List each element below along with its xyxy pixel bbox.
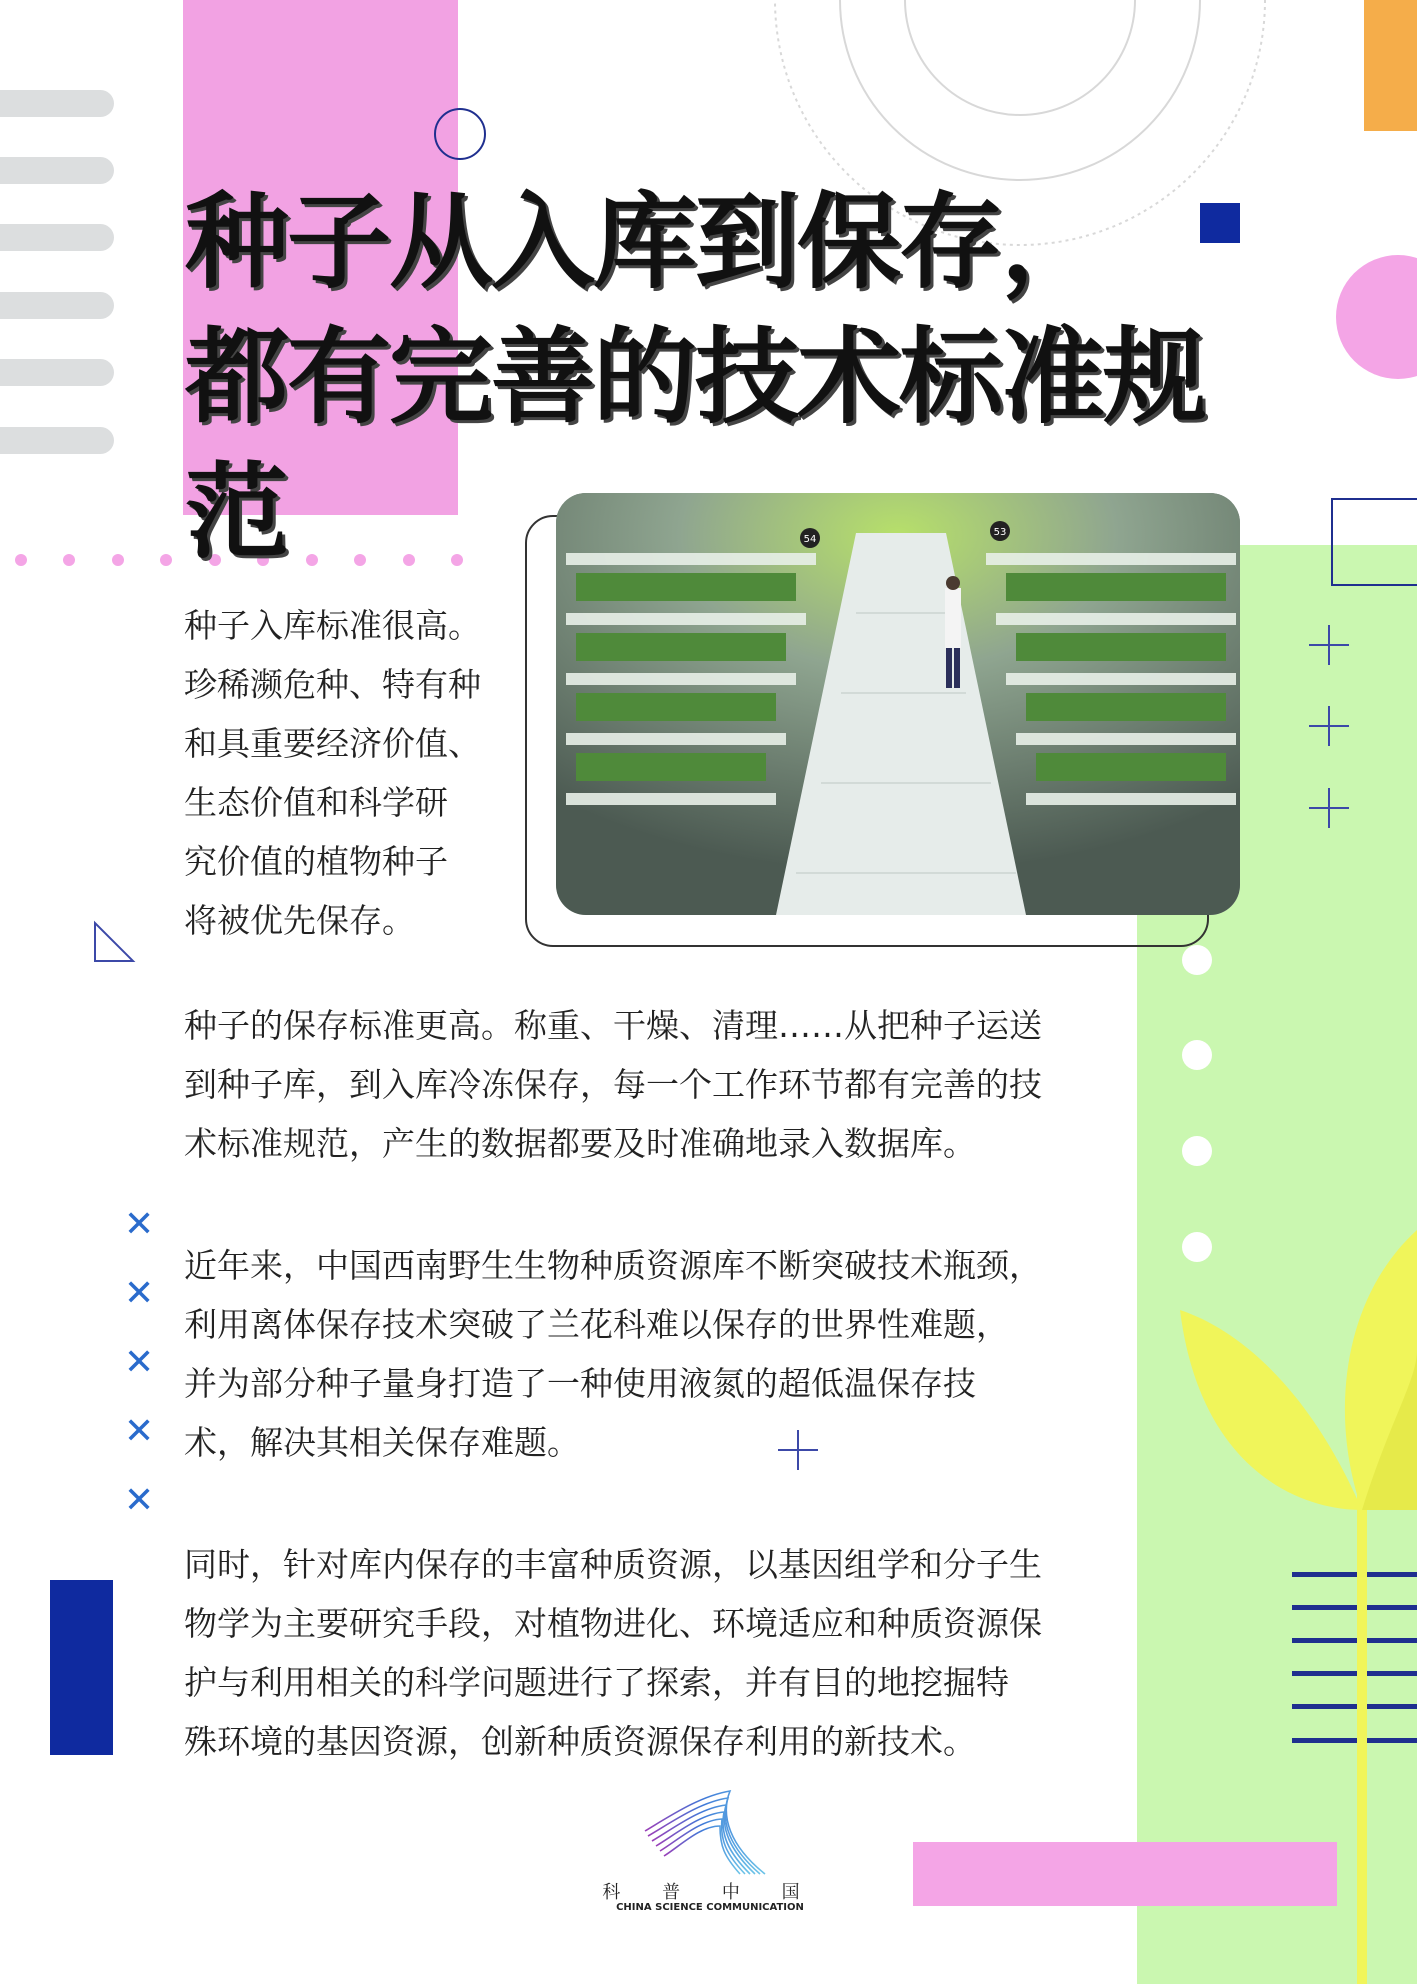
plus-icon — [1307, 704, 1351, 748]
cross-icon: ✕ — [124, 1273, 155, 1314]
pink-dot — [15, 554, 27, 566]
paragraph-1 — [184, 596, 514, 950]
cross-icon: ✕ — [124, 1480, 155, 1521]
paragraph-line: 到种子库，到入库冷冻保存，每一个工作环节都有完善的技 — [184, 1065, 1042, 1104]
paragraph-2 — [184, 996, 1104, 1173]
paragraph-line: 种子的保存标准更高。称重、干燥、清理……从把种子运送 — [184, 1006, 1042, 1045]
gray-stripe — [0, 224, 114, 251]
white-dot — [1182, 945, 1212, 975]
paragraph-line: 护与利用相关的科学问题进行了探索，并有目的地挖掘特 — [184, 1663, 1009, 1702]
title-line-2: 都有完善的技术标准规范 — [185, 316, 1206, 573]
seed-bank-photo — [556, 493, 1240, 915]
paragraph-line: 并为部分种子量身打造了一种使用液氮的超低温保存技 — [184, 1364, 976, 1403]
logo-subtitle: CHINA SCIENCE COMMUNICATION — [616, 1902, 804, 1913]
gray-stripe — [0, 90, 114, 117]
paragraph-line: 将被优先保存。 — [184, 901, 415, 940]
paragraph-line: 珍稀濒危种、特有种 — [184, 665, 481, 704]
cross-icon: ✕ — [124, 1411, 155, 1452]
outline-circle-decoration — [432, 106, 488, 162]
paragraph-line: 利用离体保存技术突破了兰花科难以保存的世界性难题， — [184, 1305, 1009, 1344]
cross-icon: ✕ — [124, 1342, 155, 1383]
pink-dot — [112, 554, 124, 566]
gray-stripe — [0, 292, 114, 319]
shelf-label-left: 54 — [803, 534, 817, 545]
orange-block-decoration — [1364, 0, 1417, 131]
paragraph-line: 究价值的植物种子 — [184, 842, 448, 881]
gray-stripe — [0, 157, 114, 184]
gray-stripe — [0, 427, 114, 454]
paragraph-line: 物学为主要研究手段，对植物进化、环境适应和种质资源保 — [184, 1604, 1042, 1643]
navy-bar-decoration — [50, 1580, 113, 1755]
gray-stripe — [0, 359, 114, 386]
paragraph-line: 种子入库标准很高。 — [184, 606, 481, 645]
shelf-label-right: 53 — [993, 527, 1007, 538]
tulip-decoration — [1180, 1220, 1417, 1984]
paragraph-3 — [184, 1236, 1104, 1472]
logo-name: 科 普 中 国 — [602, 1882, 818, 1903]
pink-dot — [63, 554, 75, 566]
outline-square-decoration — [1331, 498, 1417, 586]
paragraph-line: 和具重要经济价值、 — [184, 724, 481, 763]
white-dot — [1182, 1040, 1212, 1070]
paragraph-line: 同时，针对库内保存的丰富种质资源，以基因组学和分子生 — [184, 1545, 1042, 1584]
plus-icon — [1307, 786, 1351, 830]
paragraph-line: 生态价值和科学研 — [184, 783, 448, 822]
pink-dot — [160, 554, 172, 566]
paragraph-line: 殊环境的基因资源，创新种质资源保存利用的新技术。 — [184, 1722, 976, 1761]
paragraph-4 — [184, 1535, 1104, 1771]
triangle-icon — [92, 920, 136, 964]
paragraph-line: 近年来，中国西南野生生物种质资源库不断突破技术瓶颈， — [184, 1246, 1042, 1285]
title-line-1: 种子从入库到保存， — [185, 181, 1104, 303]
paragraph-line: 术标准规范，产生的数据都要及时准确地录入数据库。 — [184, 1124, 976, 1163]
white-dot — [1182, 1136, 1212, 1166]
paragraph-line: 术，解决其相关保存难题。 — [184, 1423, 580, 1462]
pink-circle-decoration — [1336, 255, 1417, 379]
cross-icon: ✕ — [124, 1204, 155, 1245]
plus-icon — [1307, 623, 1351, 667]
kepu-logo-icon — [640, 1786, 770, 1878]
